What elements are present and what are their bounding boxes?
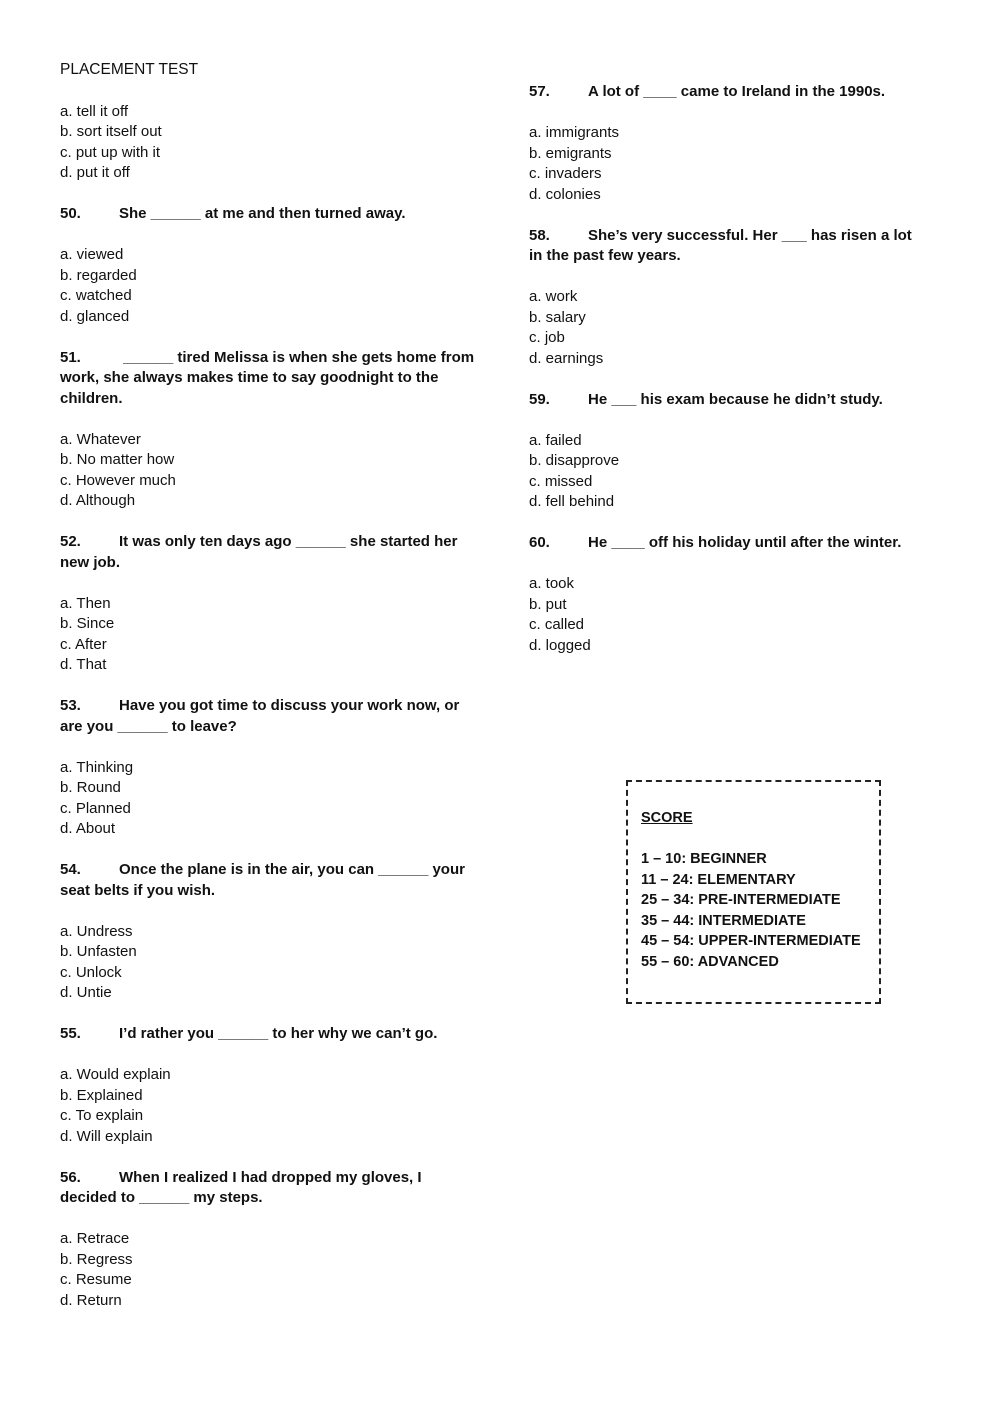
question-text: She ______ at me and then turned away. xyxy=(119,205,406,222)
option: d. glanced xyxy=(60,307,130,325)
question-number: 55. xyxy=(60,1025,81,1042)
option: b. Explained xyxy=(60,1086,143,1104)
question-51 xyxy=(60,348,480,410)
question-53 xyxy=(60,696,480,737)
question-60 xyxy=(529,533,929,554)
score-level: 25 – 34: PRE-INTERMEDIATE xyxy=(641,892,841,908)
option: d. logged xyxy=(529,636,591,654)
options-list xyxy=(60,1065,480,1147)
option: a. failed xyxy=(529,431,582,449)
option: d. put it off xyxy=(60,164,130,181)
question-number: 60. xyxy=(529,534,550,551)
option: a. immigrants xyxy=(529,124,620,141)
options-list xyxy=(529,574,929,656)
option: c. invaders xyxy=(529,165,602,182)
option: d. fell behind xyxy=(529,493,615,510)
options-list xyxy=(60,1229,480,1311)
options-list xyxy=(60,922,480,1004)
score-level: 11 – 24: ELEMENTARY xyxy=(641,871,796,888)
question-55 xyxy=(60,1024,480,1045)
question-text: He ___ his exam because he didn’t study. xyxy=(588,390,883,408)
question-text: A lot of ____ came to Ireland in the 1990s. xyxy=(588,83,886,100)
question-59 xyxy=(529,390,929,411)
question-54 xyxy=(60,860,480,901)
option: c. To explain xyxy=(60,1107,144,1124)
question-text: When I realized I had dropped my gloves, I decided to ______ my steps. xyxy=(60,1168,422,1206)
option: d. Return xyxy=(60,1291,122,1309)
question-number: 57. xyxy=(529,83,550,100)
option: d. That xyxy=(60,656,107,673)
options-list xyxy=(529,123,929,205)
option: c. missed xyxy=(529,472,593,490)
option: b. salary xyxy=(529,308,586,326)
score-level: 55 – 60: ADVANCED xyxy=(641,953,779,970)
question-number: 54. xyxy=(60,861,81,878)
option: c. called xyxy=(529,616,585,633)
option: a. Would explain xyxy=(60,1066,171,1083)
option: c. After xyxy=(60,635,107,653)
option: b. sort itself out xyxy=(60,123,162,140)
question-number: 59. xyxy=(529,390,550,408)
question-50 xyxy=(60,204,480,225)
option: d. Untie xyxy=(60,984,112,1001)
options-list xyxy=(529,287,929,369)
option: a. Undress xyxy=(60,922,133,940)
option: d. About xyxy=(60,820,116,837)
option: c. However much xyxy=(60,471,176,489)
option: a. Then xyxy=(60,594,111,612)
options-list xyxy=(60,758,480,840)
option: c. put up with it xyxy=(60,143,161,161)
option: b. Round xyxy=(60,779,121,796)
options-list xyxy=(60,245,480,327)
question-text: I’d rather you ______ to her why we can’t go. xyxy=(119,1025,438,1042)
right-column xyxy=(529,82,929,677)
question-number: 51. xyxy=(60,348,81,366)
option: a. viewed xyxy=(60,246,124,263)
option: c. job xyxy=(529,329,565,346)
score-level: 45 – 54: UPPER-INTERMEDIATE xyxy=(641,933,861,949)
question-text: It was only ten days ago ______ she started her new job. xyxy=(60,533,458,571)
option: c. Unlock xyxy=(60,963,122,981)
score-box xyxy=(626,780,881,1004)
option: d. earnings xyxy=(529,349,604,367)
question-text: Have you got time to discuss your work now, or are you ______ to leave? xyxy=(60,697,460,735)
score-level: 35 – 44: INTERMEDIATE xyxy=(641,912,806,929)
options-list xyxy=(60,594,480,676)
question-number: 53. xyxy=(60,697,81,714)
option: c. Resume xyxy=(60,1271,132,1288)
question-number: 58. xyxy=(529,226,550,244)
question-text: Once the plane is in the air, you can ______ your seat belts if you wish. xyxy=(60,861,465,899)
option: a. took xyxy=(529,575,575,592)
question-56 xyxy=(60,1168,480,1209)
option: b. disapprove xyxy=(529,452,620,469)
option: a. work xyxy=(529,288,578,305)
question-text: ______ tired Melissa is when she gets home from work, she always makes time to say goodnight to the children. xyxy=(60,348,475,407)
left-column xyxy=(60,60,480,1332)
question-52 xyxy=(60,532,480,573)
question-57 xyxy=(529,82,929,103)
option: a. Retrace xyxy=(60,1230,130,1247)
option: b. Unfasten xyxy=(60,943,137,960)
option: c. Planned xyxy=(60,799,131,817)
option: b. No matter how xyxy=(60,451,175,468)
option: b. emigrants xyxy=(529,144,612,162)
option: b. regarded xyxy=(60,266,137,284)
options-list xyxy=(529,431,929,513)
option: b. put xyxy=(529,595,567,613)
options-list xyxy=(60,430,480,512)
question-number: 56. xyxy=(60,1168,81,1186)
option: a. tell it off xyxy=(60,102,129,120)
option: d. colonies xyxy=(529,185,601,203)
question-number: 52. xyxy=(60,533,81,550)
option: b. Since xyxy=(60,615,115,632)
question-text: She’s very successful. Her ___ has risen a lot in the past few years. xyxy=(529,226,912,264)
score-title: SCORE xyxy=(641,810,693,826)
option: a. Thinking xyxy=(60,758,134,776)
option: b. Regress xyxy=(60,1250,133,1268)
question-58 xyxy=(529,226,929,267)
score-level: 1 – 10: BEGINNER xyxy=(641,851,767,867)
question-text: He ____ off his holiday until after the winter. xyxy=(588,534,902,551)
options-list xyxy=(60,102,480,184)
option: c. watched xyxy=(60,287,132,304)
option: d. Will explain xyxy=(60,1127,153,1145)
option: d. Although xyxy=(60,492,136,509)
option: a. Whatever xyxy=(60,430,141,448)
question-number: 50. xyxy=(60,205,81,222)
page-title: PLACEMENT TEST xyxy=(60,61,199,78)
